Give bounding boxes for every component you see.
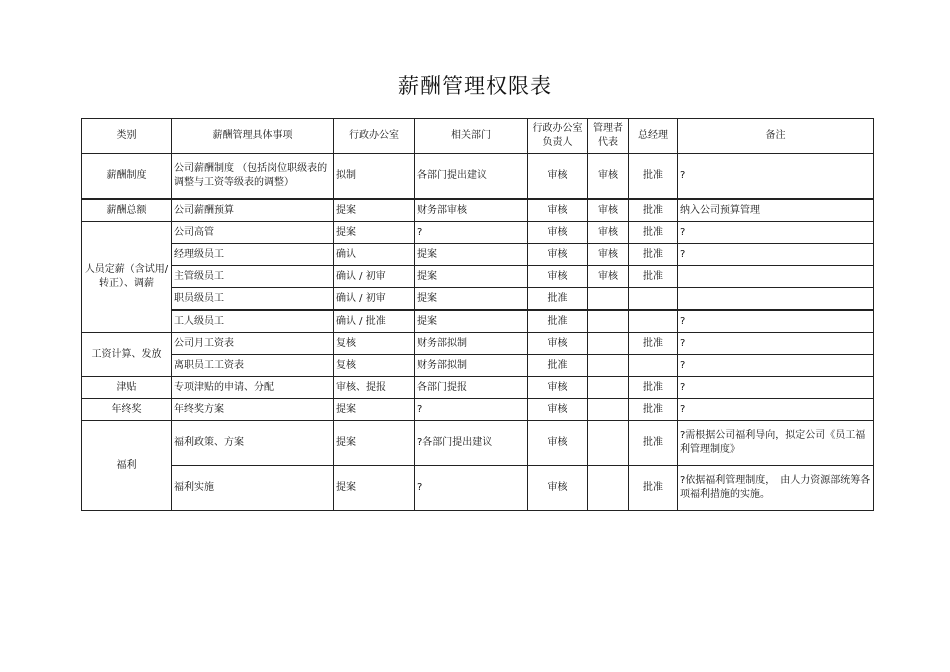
- note-cell: ?需根据公司福利导向，拟定公司《员工福利管理制度》: [678, 421, 874, 466]
- table-row: [82, 288, 874, 311]
- rep-cell: 审核: [588, 266, 629, 288]
- rep-cell: [588, 355, 629, 377]
- office-cell: 提案: [334, 222, 415, 244]
- note-cell: ?: [678, 222, 874, 244]
- item-cell: 公司薪酬制度 （包括岗位职级表的调整与工资等级表的调整）: [172, 154, 334, 200]
- rep-cell: 审核: [588, 244, 629, 266]
- category-cell: 津贴: [82, 377, 172, 399]
- office-cell: 确认: [334, 244, 415, 266]
- item-cell: 公司高管: [172, 222, 334, 244]
- head-cell: 批准: [528, 288, 588, 311]
- head-cell: 审核: [528, 199, 588, 222]
- gm-cell: [629, 310, 678, 333]
- category-cell: 人员定薪（含试用/ 转正）、调薪: [82, 222, 172, 333]
- office-cell: 确认 / 初审: [334, 266, 415, 288]
- head-cell: 审核: [528, 266, 588, 288]
- gm-cell: [629, 355, 678, 377]
- item-cell: 年终奖方案: [172, 399, 334, 421]
- item-cell: 经理级员工: [172, 244, 334, 266]
- head-cell: 批准: [528, 355, 588, 377]
- header-related-dept: 相关部门: [415, 119, 528, 154]
- table-row: [82, 199, 874, 222]
- item-cell: 工人级员工: [172, 310, 334, 333]
- office-cell: 确认 / 初审: [334, 288, 415, 311]
- dept-cell: 各部门提出建议: [415, 154, 528, 200]
- item-cell: 离职员工工资表: [172, 355, 334, 377]
- gm-cell: 批准: [629, 377, 678, 399]
- page-title: 薪酬管理权限表: [398, 74, 552, 98]
- dept-cell: 提案: [415, 244, 528, 266]
- item-cell: 专项津贴的申请、分配: [172, 377, 334, 399]
- category-cell: 薪酬制度: [82, 154, 172, 200]
- gm-cell: [629, 288, 678, 311]
- gm-cell: 批准: [629, 222, 678, 244]
- note-cell: ?: [678, 399, 874, 421]
- dept-cell: ?: [415, 466, 528, 511]
- table-row: [82, 421, 874, 466]
- note-cell: ?: [678, 310, 874, 333]
- rep-cell: [588, 310, 629, 333]
- gm-cell: 批准: [629, 154, 678, 200]
- dept-cell: 财务部审核: [415, 199, 528, 222]
- head-cell: 审核: [528, 399, 588, 421]
- category-cell: 工资计算、发放: [82, 333, 172, 377]
- category-cell: 年终奖: [82, 399, 172, 421]
- table-row: [82, 244, 874, 266]
- salary-permission-table: [81, 118, 874, 511]
- table-row: [82, 310, 874, 333]
- item-cell: 福利实施: [172, 466, 334, 511]
- dept-cell: 财务部拟制: [415, 333, 528, 355]
- office-cell: 复核: [334, 355, 415, 377]
- office-cell: 提案: [334, 466, 415, 511]
- gm-cell: 批准: [629, 333, 678, 355]
- office-cell: 提案: [334, 421, 415, 466]
- head-cell: 审核: [528, 222, 588, 244]
- table-row: [82, 266, 874, 288]
- office-cell: 复核: [334, 333, 415, 355]
- note-cell: ?: [678, 377, 874, 399]
- note-cell: ?: [678, 244, 874, 266]
- header-category: 类别: [82, 119, 172, 154]
- gm-cell: 批准: [629, 466, 678, 511]
- table-row: [82, 399, 874, 421]
- office-cell: 审核、提报: [334, 377, 415, 399]
- item-cell: 职员级员工: [172, 288, 334, 311]
- rep-cell: [588, 333, 629, 355]
- category-cell: 薪酬总额: [82, 199, 172, 222]
- office-cell: 提案: [334, 399, 415, 421]
- dept-cell: ?各部门提出建议: [415, 421, 528, 466]
- dept-cell: ?: [415, 399, 528, 421]
- dept-cell: 财务部拟制: [415, 355, 528, 377]
- head-cell: 批准: [528, 310, 588, 333]
- head-cell: 审核: [528, 421, 588, 466]
- rep-cell: [588, 466, 629, 511]
- dept-cell: 提案: [415, 266, 528, 288]
- item-cell: 公司月工资表: [172, 333, 334, 355]
- category-cell: 福利: [82, 421, 172, 511]
- header-admin-office: 行政办公室: [334, 119, 415, 154]
- note-cell: ?: [678, 355, 874, 377]
- table-row: [82, 466, 874, 511]
- header-gm: 总经理: [629, 119, 678, 154]
- gm-cell: 批准: [629, 244, 678, 266]
- header-row: [82, 119, 874, 154]
- head-cell: 审核: [528, 466, 588, 511]
- dept-cell: 提案: [415, 310, 528, 333]
- gm-cell: 批准: [629, 421, 678, 466]
- head-cell: 审核: [528, 244, 588, 266]
- rep-cell: 审核: [588, 222, 629, 244]
- head-cell: 审核: [528, 154, 588, 200]
- header-office-head: 行政办公室负责人: [528, 119, 588, 154]
- head-cell: 审核: [528, 333, 588, 355]
- gm-cell: 批准: [629, 199, 678, 222]
- gm-cell: 批准: [629, 266, 678, 288]
- dept-cell: 提案: [415, 288, 528, 311]
- note-cell: 纳入公司预算管理: [678, 199, 874, 222]
- head-cell: 审核: [528, 377, 588, 399]
- office-cell: 提案: [334, 199, 415, 222]
- table-row: [82, 154, 874, 200]
- note-cell: ?: [678, 154, 874, 200]
- table-row: [82, 222, 874, 244]
- rep-cell: [588, 288, 629, 311]
- office-cell: 拟制: [334, 154, 415, 200]
- header-mgmt-rep: 管理者代表: [588, 119, 629, 154]
- item-cell: 福利政策、方案: [172, 421, 334, 466]
- gm-cell: 批准: [629, 399, 678, 421]
- dept-cell: 各部门提报: [415, 377, 528, 399]
- item-cell: 公司薪酬预算: [172, 199, 334, 222]
- header-note: 备注: [678, 119, 874, 154]
- rep-cell: [588, 421, 629, 466]
- note-cell: [678, 288, 874, 311]
- rep-cell: [588, 377, 629, 399]
- note-cell: ?依据福利管理制度， 由人力资源部统筹各项福利措施的实施。: [678, 466, 874, 511]
- table-row: [82, 333, 874, 355]
- header-item: 薪酬管理具体事项: [172, 119, 334, 154]
- table-row: [82, 355, 874, 377]
- dept-cell: ?: [415, 222, 528, 244]
- note-cell: ?: [678, 333, 874, 355]
- office-cell: 确认 / 批准: [334, 310, 415, 333]
- rep-cell: [588, 399, 629, 421]
- item-cell: 主管级员工: [172, 266, 334, 288]
- table-row: [82, 377, 874, 399]
- rep-cell: 审核: [588, 154, 629, 200]
- note-cell: [678, 266, 874, 288]
- rep-cell: 审核: [588, 199, 629, 222]
